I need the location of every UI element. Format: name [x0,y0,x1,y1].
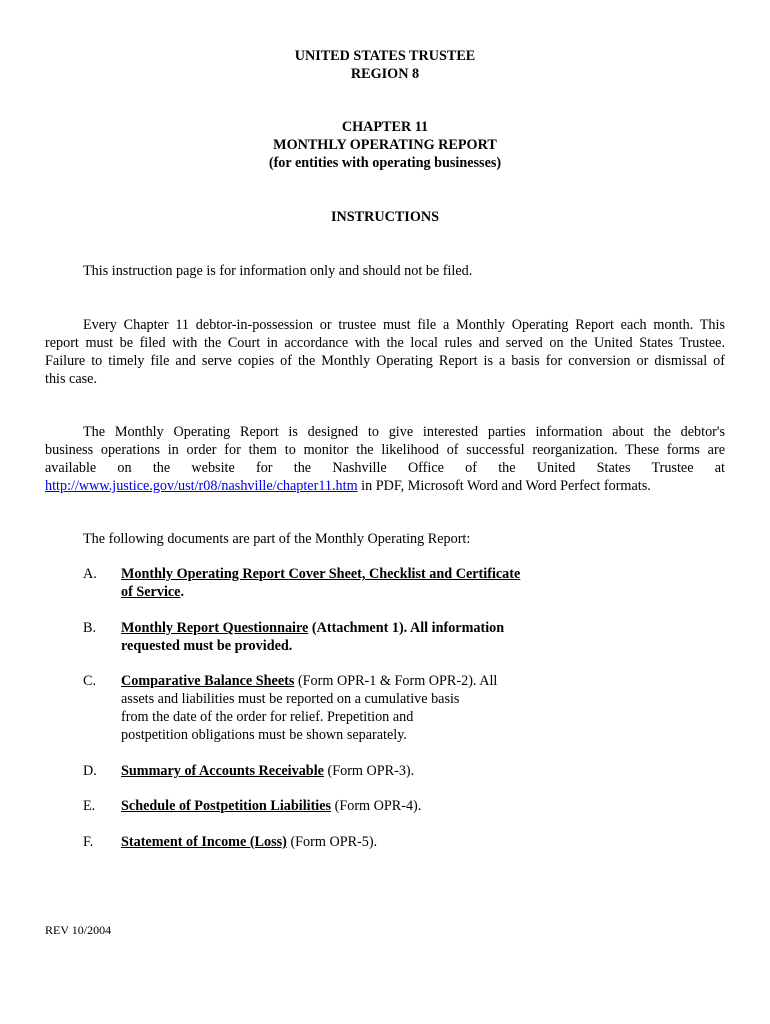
para3-line1: The Monthly Operating Report is designed to give interested parties information about the debtor's [83,424,725,440]
item-a-tail: . [180,584,185,600]
list-letter: F. [83,834,94,850]
item-b-tail-line2: requested must be provided. [121,638,293,654]
chapter11-website-link[interactable]: http://www.justice.gov/ust/r08/nashville/chapter11.htm [45,478,358,494]
para3-line2: business operations in order for them to monitor the likelihood of successful reorganization. These forms are [45,442,725,458]
instructions-heading: INSTRUCTIONS [330,209,439,225]
list-item-e [83,797,563,815]
item-b-title: Monthly Report Questionnaire [121,620,309,636]
list-item-d [83,762,563,780]
header-line-chapter: CHAPTER 11 [341,119,429,135]
list-item-c [83,672,563,744]
list-item-f [83,833,563,851]
item-e-tail: (Form OPR-4). [331,798,422,814]
list-letter: C. [83,673,97,689]
para-filing-requirement [45,316,725,388]
para2-line4: this case. [45,371,98,387]
revision-label: REV 10/2004 [45,923,112,937]
item-c-title: Comparative Balance Sheets [121,673,295,689]
para-info-only: This instruction page is for information only and should not be filed. [83,263,473,279]
item-f-title: Statement of Income (Loss) [121,834,287,850]
item-f-tail: (Form OPR-5). [286,834,378,850]
list-item-b [83,619,563,655]
para-report-purpose [45,423,725,495]
header-line-subtitle: (for entities with operating businesses) [268,155,502,171]
item-c-line3: from the date of the order for relief. Prepetition and [121,709,414,725]
item-a-title-line2: of Service [121,584,181,600]
item-c-line2: assets and liabilities must be reported on a cumulative basis [121,691,460,707]
para3-line4 [45,477,725,495]
header-line-region: REGION 8 [350,66,420,82]
item-d-title: Summary of Accounts Receivable [121,763,324,779]
para2-line2: report must be filed with the Court in accordance with the local rules and served on the United States Trustee. [45,335,725,351]
header-agency [0,47,770,83]
list-item-a [83,565,563,601]
header-line-trustee: UNITED STATES TRUSTEE [294,48,476,64]
header-line-title: MONTHLY OPERATING REPORT [273,137,497,153]
para-documents-intro: The following documents are part of the Monthly Operating Report: [83,531,471,547]
para3-line4-rest: in PDF, Microsoft Word and Word Perfect formats. [357,478,651,494]
list-letter: A. [83,566,97,582]
item-b-tail-line1: (Attachment 1). All information [308,620,505,636]
para2-line1: Every Chapter 11 debtor-in-possession or trustee must file a Monthly Operating Report each month. This [83,317,725,333]
item-c-line4: postpetition obligations must be shown separately. [121,727,407,743]
para2-line3: Failure to timely file and serve copies of the Monthly Operating Report is a basis for conversion or dismissal of [45,353,725,369]
item-c-tail-line1: (Form OPR-1 & Form OPR-2). All [294,673,498,689]
item-e-title: Schedule of Postpetition Liabilities [121,798,332,814]
item-d-tail: (Form OPR-3). [323,763,415,779]
header-report [0,118,770,172]
list-letter: B. [83,620,97,636]
list-letter: E. [83,798,96,814]
list-letter: D. [83,763,97,779]
para3-line3: available on the website for the Nashville Office of the United States Trustee at [45,460,725,476]
item-a-title-line1: Monthly Operating Report Cover Sheet, Checklist and Certificate [121,566,521,582]
